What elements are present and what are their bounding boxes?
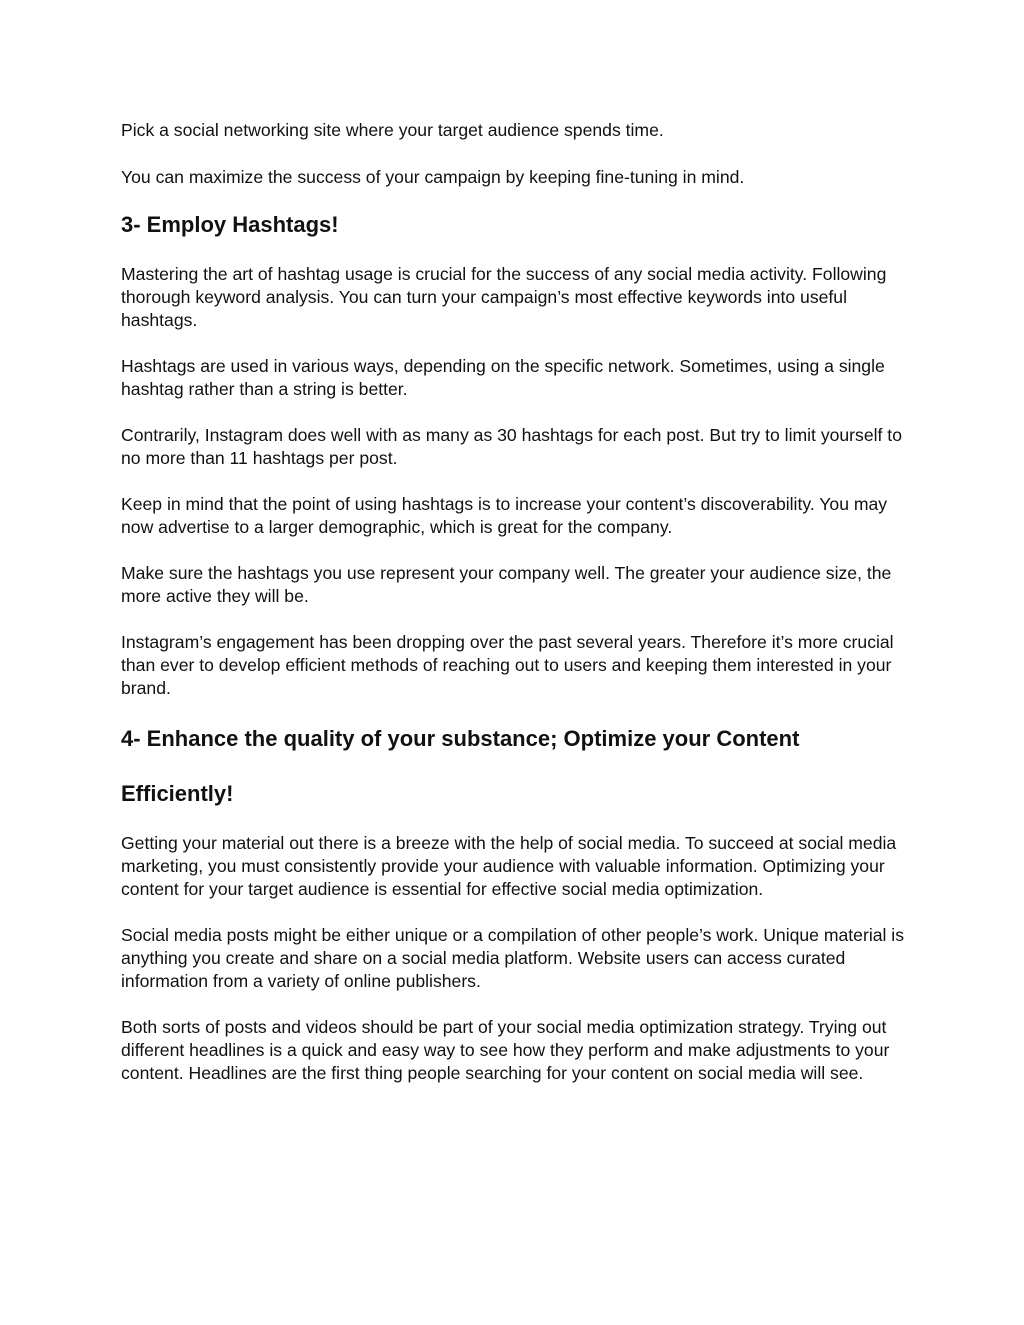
intro-paragraph-2: You can maximize the success of your campaign by keeping fine-tuning in mind. — [121, 167, 745, 187]
section-4-paragraph-1: Getting your material out there is a breeze with the help of social media. To succeed at social media marketing, you must consistently provide your audience with valuable information. Optimizing your content for your target audience is essential for effective social media optimization. — [121, 833, 897, 899]
section-3-paragraph-1: Mastering the art of hashtag usage is crucial for the success of any social media activity. Following thorough keyword analysis. You can turn your campaign’s most effective keywords into useful hashtags. — [121, 264, 887, 330]
section-4-paragraph-3: Both sorts of posts and videos should be part of your social media optimization strategy. Trying out different headlines is a quick and easy way to see how they perform and make adjustments to your content. Headlines are the first thing people searching for your content on social media will see. — [121, 1017, 890, 1083]
intro-paragraph-1: Pick a social networking site where your target audience spends time. — [121, 120, 664, 140]
section-3-paragraph-5: Make sure the hashtags you use represent your company well. The greater your audience size, the more active they will be. — [121, 563, 892, 606]
section-4-heading-line-1: 4- Enhance the quality of your substance; Optimize your Content — [121, 726, 800, 751]
section-3-paragraph-6: Instagram’s engagement has been dropping over the past several years. Therefore it’s more crucial than ever to develop efficient methods of reaching out to users and keeping them interested in your brand. — [121, 632, 894, 698]
section-4-paragraph-2: Social media posts might be either unique or a compilation of other people’s work. Unique material is anything you create and share on a social media platform. Website users can access curated information from a variety of online publishers. — [121, 925, 905, 991]
document-page — [121, 119, 921, 1108]
section-3-paragraph-4: Keep in mind that the point of using hashtags is to increase your content’s discoverability. You may now advertise to a larger demographic, which is great for the company. — [121, 494, 888, 537]
section-3-paragraph-3: Contrarily, Instagram does well with as many as 30 hashtags for each post. But try to limit yourself to no more than 11 hashtags per post. — [121, 425, 902, 468]
section-3-paragraph-2: Hashtags are used in various ways, depending on the specific network. Sometimes, using a single hashtag rather than a string is better. — [121, 356, 885, 399]
section-4-heading-line-2: Efficiently! — [121, 781, 234, 806]
section-3-heading: 3- Employ Hashtags! — [121, 212, 339, 237]
